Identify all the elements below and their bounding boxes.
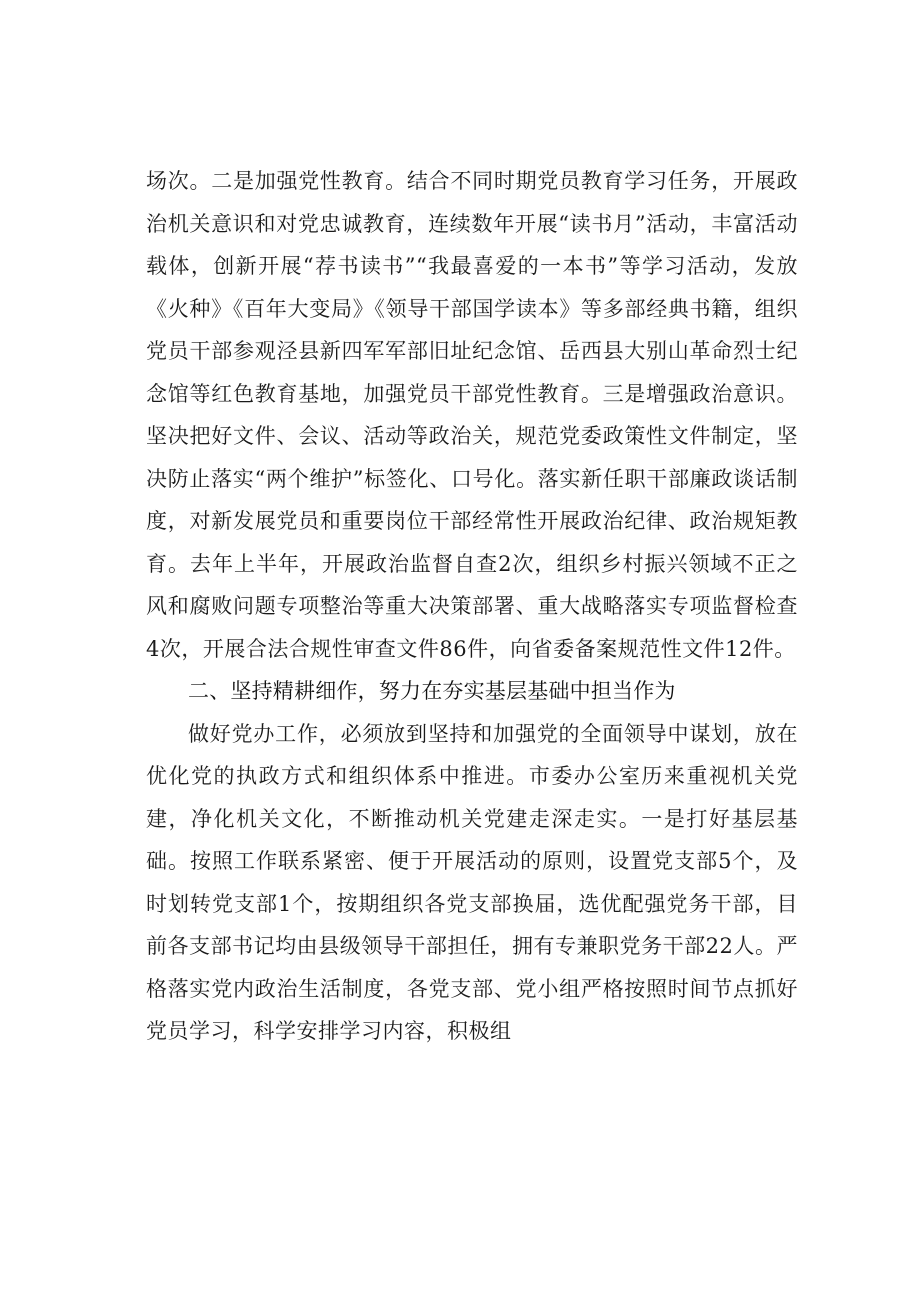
section-heading: 二、坚持精耕细作，努力在夯实基层基础中担当作为 [188, 679, 676, 703]
body-paragraph: 做好党办工作，必须放到坚持和加强党的全面领导中谋划，放在优化党的执政方式和组织体系中推进。市委办公室历来重视机关党建，净化机关文化，不断推动机关党建走深走实。一是打好基层基础。按照工作联系紧密、便于开展活动的原则，设置党支部5个，及时划转党支部1个，按期组织各党支部换届，选优配强党务干部，目前各支部书记均由县级领导干部担任，拥有专兼职党务干部22人。严格落实党内政治生活制度，各党支部、党小组严格按照时间节点抓好党员学习，科学安排学习内容，积极组 [146, 721, 798, 1043]
body-paragraph-continued: 场次。二是加强党性教育。结合不同时期党员教育学习任务，开展政治机关意识和对党忠诚教育，连续数年开展“读书月”活动，丰富活动载体，创新开展“荐书读书”“我最喜爱的一本书”等学习活动，发放《火种》《百年大变局》《领导干部国学读本》等多部经典书籍，组织党员干部参观泾县新四军军部旧址纪念馆、岳西县大别山革命烈士纪念馆等红色教育基地，加强党员干部党性教育。三是增强政治意识。坚决把好文件、会议、活动等政治关，规范党委政策性文件制定，坚决防止落实“两个维护”标签化、口号化。落实新任职干部廉政谈话制度，对新发展党员和重要岗位干部经常性开展政治纪律、政治规矩教育。去年上半年，开展政治监督自查2次，组织乡村振兴领域不正之风和腐败问题专项整治等重大决策部署、重大战略落实专项监督检查4次，开展合法合规性审查文件86件，向省委备案规范性文件12件。 [146, 169, 798, 661]
document-body [146, 160, 798, 1053]
